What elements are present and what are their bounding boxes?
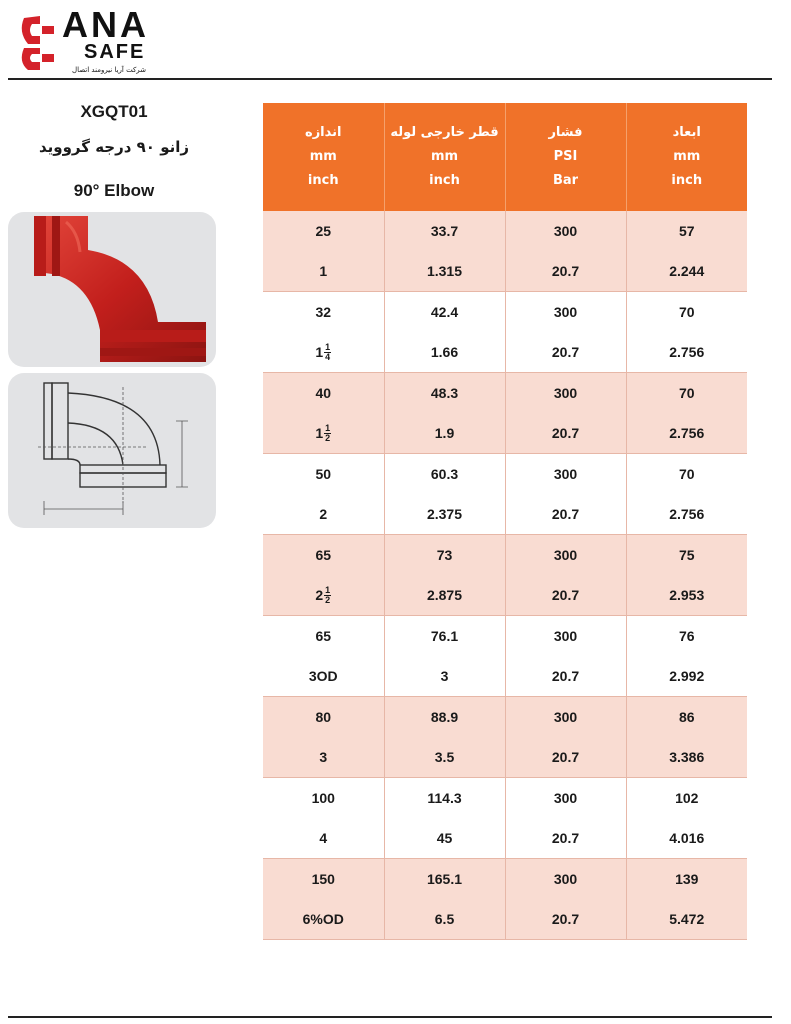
size-cell xyxy=(263,535,384,616)
dim-cell xyxy=(626,373,747,454)
size-mm: 100 xyxy=(311,790,335,806)
dim-cell xyxy=(626,454,747,535)
pressure-bar: 20.7 xyxy=(551,668,580,684)
product-code: XGQT01 xyxy=(80,102,148,121)
size-inch-whole: 1 xyxy=(315,425,324,441)
od-cell xyxy=(384,697,505,778)
dim-inch: 2.244 xyxy=(669,263,705,279)
logo-brand-line2: SAFE xyxy=(84,41,146,63)
od-cell xyxy=(384,778,505,859)
pressure-psi: 300 xyxy=(553,304,578,320)
size-cell xyxy=(263,616,384,697)
dim-cell xyxy=(626,778,747,859)
od-cell xyxy=(384,454,505,535)
size-inch xyxy=(263,343,384,362)
pressure-bar: 20.7 xyxy=(551,506,580,522)
size-mm: 150 xyxy=(311,871,335,887)
dim-mm: 102 xyxy=(675,790,699,806)
size-cell xyxy=(263,859,384,940)
size-inch: 3 xyxy=(319,749,328,765)
header-dim-unit-mm: mm xyxy=(673,149,701,164)
size-inch: 1 xyxy=(319,263,328,279)
dim-inch: 2.992 xyxy=(669,668,705,684)
od-cell xyxy=(384,616,505,697)
table-row xyxy=(263,697,747,778)
fraction-numerator: 1 xyxy=(325,584,331,595)
size-inch-fraction xyxy=(324,343,331,362)
header-size-unit-mm: mm xyxy=(309,149,337,164)
dim-cell xyxy=(626,535,747,616)
size-inch: 3OD xyxy=(308,668,338,684)
technical-drawing xyxy=(8,373,216,528)
dim-mm: 70 xyxy=(678,304,695,320)
pressure-cell xyxy=(505,454,626,535)
pressure-cell xyxy=(505,616,626,697)
elbow-photo-illustration xyxy=(8,212,216,367)
footer-divider xyxy=(8,1016,772,1018)
size-mm: 65 xyxy=(315,546,332,563)
pressure-cell xyxy=(505,535,626,616)
od-cell xyxy=(384,292,505,373)
pressure-psi: 300 xyxy=(553,466,578,482)
dim-mm: 139 xyxy=(675,871,699,887)
pressure-psi: 300 xyxy=(553,871,578,887)
od-inch: 3.5 xyxy=(434,749,455,765)
pressure-cell xyxy=(505,292,626,373)
od-mm: 60.3 xyxy=(430,466,459,482)
od-mm: 114.3 xyxy=(427,790,462,806)
size-mm: 80 xyxy=(315,709,332,725)
size-inch-whole: 2 xyxy=(315,587,324,603)
table-row xyxy=(263,616,747,697)
pressure-psi: 300 xyxy=(553,223,578,239)
od-cell xyxy=(384,859,505,940)
od-inch: 2.375 xyxy=(426,506,463,522)
header-pressure-label: فشار xyxy=(548,125,583,140)
size-inch xyxy=(263,424,384,443)
logo-company-name: شرکت آریا نیرومند اتصال xyxy=(72,66,147,74)
spec-table xyxy=(263,103,747,940)
od-mm: 42.4 xyxy=(430,304,459,320)
dim-inch: 5.472 xyxy=(669,911,705,927)
pressure-bar: 20.7 xyxy=(551,749,580,765)
dim-inch: 2.756 xyxy=(669,344,705,360)
dim-inch: 3.386 xyxy=(669,749,705,765)
size-cell xyxy=(263,292,384,373)
pressure-cell xyxy=(505,859,626,940)
dim-mm: 70 xyxy=(678,385,695,401)
dim-inch: 2.953 xyxy=(669,587,705,603)
size-cell xyxy=(263,211,384,292)
table-header-row xyxy=(263,103,747,211)
od-inch: 1.66 xyxy=(430,344,459,360)
fraction-denominator: 4 xyxy=(325,351,331,362)
pressure-psi: 300 xyxy=(553,790,578,806)
dim-mm: 86 xyxy=(678,709,695,725)
size-inch: 6%OD xyxy=(302,911,344,927)
pressure-bar: 20.7 xyxy=(551,587,580,603)
table-row xyxy=(263,535,747,616)
pressure-cell xyxy=(505,211,626,292)
od-mm: 73 xyxy=(436,547,453,563)
size-inch-whole: 1 xyxy=(315,344,324,360)
pressure-cell xyxy=(505,373,626,454)
table-row xyxy=(263,778,747,859)
size-mm: 25 xyxy=(315,223,332,239)
header-size xyxy=(263,103,384,211)
size-mm: 65 xyxy=(315,628,332,644)
size-inch xyxy=(263,586,384,605)
pressure-psi: 300 xyxy=(553,547,578,563)
elbow-dimension-diagram xyxy=(8,373,216,528)
od-cell xyxy=(384,535,505,616)
size-inch-fraction xyxy=(324,586,331,605)
size-inch: 2 xyxy=(319,506,328,522)
dim-mm: 76 xyxy=(678,628,695,644)
table-row xyxy=(263,292,747,373)
dim-inch: 2.756 xyxy=(669,425,705,441)
pressure-bar: 20.7 xyxy=(551,911,580,927)
header-size-unit-inch: inch xyxy=(307,173,339,188)
fraction-numerator: 1 xyxy=(325,422,331,433)
header-outer-diameter xyxy=(384,103,505,211)
pressure-psi: 300 xyxy=(553,385,578,401)
dim-cell xyxy=(626,697,747,778)
dim-mm: 75 xyxy=(678,547,695,563)
table-row xyxy=(263,373,747,454)
company-logo xyxy=(18,4,168,76)
od-inch: 6.5 xyxy=(434,911,455,927)
pressure-cell xyxy=(505,697,626,778)
dim-cell xyxy=(626,211,747,292)
od-cell xyxy=(384,373,505,454)
product-photo xyxy=(8,212,216,367)
pressure-bar: 20.7 xyxy=(551,344,580,360)
table-row xyxy=(263,211,747,292)
pressure-psi: 300 xyxy=(553,628,578,644)
od-inch: 45 xyxy=(436,830,453,846)
logo-brand-line1: ANA xyxy=(62,4,149,45)
od-inch: 1.9 xyxy=(434,425,455,441)
dim-inch: 4.016 xyxy=(669,830,705,846)
pressure-bar: 20.7 xyxy=(551,425,580,441)
size-inch-fraction xyxy=(324,424,331,443)
header-pressure-unit-psi: PSI xyxy=(553,149,578,164)
header-od-label: قطر خارجی لوله xyxy=(390,125,499,140)
pressure-bar: 20.7 xyxy=(551,830,580,846)
header-divider xyxy=(8,78,772,80)
table-row xyxy=(263,859,747,940)
od-inch: 2.875 xyxy=(426,587,463,603)
dim-cell xyxy=(626,616,747,697)
fraction-denominator: 2 xyxy=(325,432,331,443)
pressure-cell xyxy=(505,778,626,859)
header-size-label: اندازه xyxy=(305,125,342,140)
dim-mm: 70 xyxy=(678,466,695,482)
od-mm: 88.9 xyxy=(430,709,459,725)
size-cell xyxy=(263,778,384,859)
size-inch: 4 xyxy=(319,830,328,846)
header-pressure-unit-bar: Bar xyxy=(552,173,579,188)
header-pressure xyxy=(505,103,626,211)
header-od-unit-mm: mm xyxy=(430,149,459,164)
product-title-english: 90° Elbow xyxy=(73,181,155,200)
pressure-bar: 20.7 xyxy=(551,263,580,279)
od-cell xyxy=(384,211,505,292)
size-mm: 50 xyxy=(315,466,332,482)
dim-cell xyxy=(626,292,747,373)
fraction-numerator: 1 xyxy=(325,341,331,352)
header-dim-unit-inch: inch xyxy=(671,173,703,188)
size-cell xyxy=(263,454,384,535)
product-title-persian: زانو ۹۰ درجه گرووید xyxy=(38,138,190,156)
od-mm: 165.1 xyxy=(426,871,463,887)
size-cell xyxy=(263,373,384,454)
od-mm: 33.7 xyxy=(430,223,459,239)
header-dim-label: ابعاد xyxy=(672,125,701,140)
pressure-psi: 300 xyxy=(553,709,578,725)
fraction-denominator: 2 xyxy=(325,594,331,605)
table-row xyxy=(263,454,747,535)
size-cell xyxy=(263,697,384,778)
od-inch: 3 xyxy=(440,668,449,684)
dim-mm: 57 xyxy=(678,223,695,239)
size-mm: 32 xyxy=(315,303,332,320)
size-mm: 40 xyxy=(315,384,332,401)
od-mm: 48.3 xyxy=(430,385,459,401)
dim-cell xyxy=(626,859,747,940)
header-dimensions xyxy=(626,103,747,211)
dim-inch: 2.756 xyxy=(669,506,705,522)
od-mm: 76.1 xyxy=(430,628,459,644)
header-od-unit-inch: inch xyxy=(429,173,460,188)
od-inch: 1.315 xyxy=(426,263,463,279)
